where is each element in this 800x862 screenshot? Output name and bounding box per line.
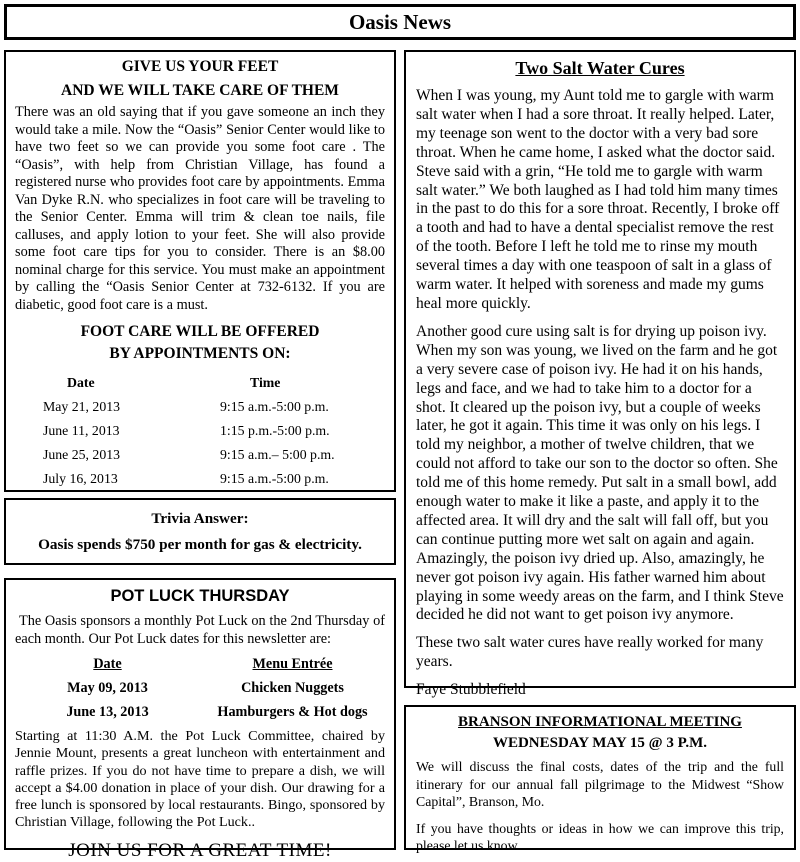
pot-luck-header-row — [15, 652, 385, 676]
pot-luck-date: May 09, 2013 — [67, 680, 148, 696]
pot-luck-closing: JOIN US FOR A GREAT TIME! — [68, 839, 332, 861]
author-signature: Faye Stubblefield — [416, 681, 526, 699]
column-header-date: Date — [93, 656, 122, 672]
salt-water-paragraph: These two salt water cures have really worked for many years. — [416, 634, 764, 671]
pot-luck-table — [15, 652, 385, 724]
column-header-time: Time — [250, 375, 281, 390]
table-row — [15, 419, 385, 443]
appointment-time: 9:15 a.m.-5:00 p.m. — [220, 399, 329, 414]
branson-paragraph: If you have thoughts or ideas in how we can improve this trip, please let us know. — [416, 820, 784, 854]
foot-care-section — [4, 50, 396, 492]
table-row — [15, 676, 385, 700]
schedule-heading-line2: BY APPOINTMENTS ON: — [109, 345, 291, 362]
table-row — [15, 395, 385, 419]
appointments-table — [15, 371, 385, 491]
pot-luck-intro: The Oasis sponsors a monthly Pot Luck on the 2nd Thursday of each month. Our Pot Luck dates for this newsletter are: — [15, 613, 385, 647]
salt-water-paragraph: When I was young, my Aunt told me to gargle with warm salt water when I had a sore throat. It really helped. Later, my teenage son went to the doctor with a very bad sore throat. When he came home, I asked what the doctor said. Steve said with a grin, “He told me to gargle with warm salt water.” We both laughed as I had told him many times in the past to do this for a sore throat. Recently, I broke off a tooth and had to have a dental specialist remove the rest of the tooth. Before I left he told me to rinse my mouth several times a day with one teaspoon of salt in a glass of warm water. It helped with soreness and made my gums heal more quickly. — [416, 87, 780, 312]
salt-water-paragraph: Another good cure using salt is for drying up poison ivy. When my son was young, we lived on the farm and he got a very severe case of poison ivy. He had it on his hands, legs and face, and we had to take him to a doctor for a shot. It cleared up the poison ivy, but a couple of weeks later, he got it again. This time it was only on his legs. I told my neighbor, a mother of twelve children, that we could not afford to take our son to the doctor so often. She told me of this home remedy. Put salt in a small bowl, add enough water to make it like a paste, and apply it to the affected area. It will dry and the salt will fall off, but you can continue putting more wet salt on again and again. Amazingly, the poison ivy dried up. Also, amazingly, he never got poison ivy again. His father warned him about playing in some weedy areas on the farm, and I think Steve decided he did not want to get poison ivy anymore. — [416, 322, 784, 624]
table-row — [15, 700, 385, 724]
appointment-date: July 16, 2013 — [43, 471, 118, 486]
pot-luck-section — [4, 578, 396, 861]
salt-water-section — [404, 50, 796, 699]
salt-water-heading: Two Salt Water Cures — [515, 58, 685, 78]
newsletter-header — [4, 4, 796, 40]
appointment-date: May 21, 2013 — [43, 399, 121, 414]
appointment-time: 1:15 p.m.-5:00 p.m. — [220, 423, 330, 438]
table-row — [15, 467, 385, 491]
appointment-date: June 25, 2013 — [43, 447, 121, 462]
pot-luck-date: June 13, 2013 — [66, 704, 149, 720]
column-header-menu: Menu Entrée — [252, 656, 333, 672]
schedule-heading-line1: FOOT CARE WILL BE OFFERED — [80, 323, 320, 340]
pot-luck-menu: Chicken Nuggets — [241, 680, 344, 696]
table-row — [15, 443, 385, 467]
foot-care-heading-line2: AND WE WILL TAKE CARE OF THEM — [61, 82, 339, 99]
page-title: Oasis News — [348, 9, 452, 34]
trivia-answer: Oasis spends $750 per month for gas & electricity. — [38, 536, 362, 553]
appointments-header-row — [15, 371, 385, 395]
appointment-time: 9:15 a.m.– 5:00 p.m. — [220, 447, 335, 462]
branson-paragraph: We will discuss the final costs, dates of the trip and the full itinerary for our annual fall pilgrimage to the Midwest “Show Capital”, Branson, Mo. — [416, 759, 784, 810]
branson-section — [404, 705, 796, 854]
appointment-time: 9:15 a.m.-5:00 p.m. — [220, 471, 329, 486]
trivia-section — [4, 498, 396, 565]
column-header-date: Date — [67, 375, 95, 390]
pot-luck-heading: POT LUCK THURSDAY — [110, 587, 290, 605]
foot-care-heading-line1: GIVE US YOUR FEET — [121, 58, 279, 75]
appointment-date: June 11, 2013 — [43, 423, 120, 438]
pot-luck-body: Starting at 11:30 A.M. the Pot Luck Committee, chaired by Jennie Mount, presents a great luncheon with entertainment and raffle prizes. If you do not have time to prepare a dish, we will accept a $4.00 donation in place of your dish. Our drawing for a free lunch is sponsored by local restaurants. Bingo, sponsored by Christian Village, following the Pot Luck.. — [15, 728, 385, 831]
branson-heading: BRANSON INFORMATIONAL MEETING — [458, 714, 742, 730]
trivia-heading: Trivia Answer: — [151, 510, 249, 527]
pot-luck-menu: Hamburgers & Hot dogs — [217, 704, 368, 720]
foot-care-body: There was an old saying that if you gave someone an inch they would take a mile. Now the “Oasis” Senior Center would like to have two feet so we can provide you some foot care . The “Oasis”, with help from Christian Village, has found a registered nurse who provides foot care by appointments. Emma Van Dyke R.N. who specializes in foot care will be traveling to the Senior Center. Emma will trim & clean toe nails, file calluses, and apply lotion to your feet. She will also provide some foot care tips for you to consider. There is an $8.00 nominal charge for this service. You must make an appointment by calling the “Oasis Senior Center at 732-6132. If you are diabetic, good foot care is a must. — [15, 104, 385, 313]
branson-subheading: WEDNESDAY MAY 15 @ 3 P.M. — [492, 735, 708, 751]
